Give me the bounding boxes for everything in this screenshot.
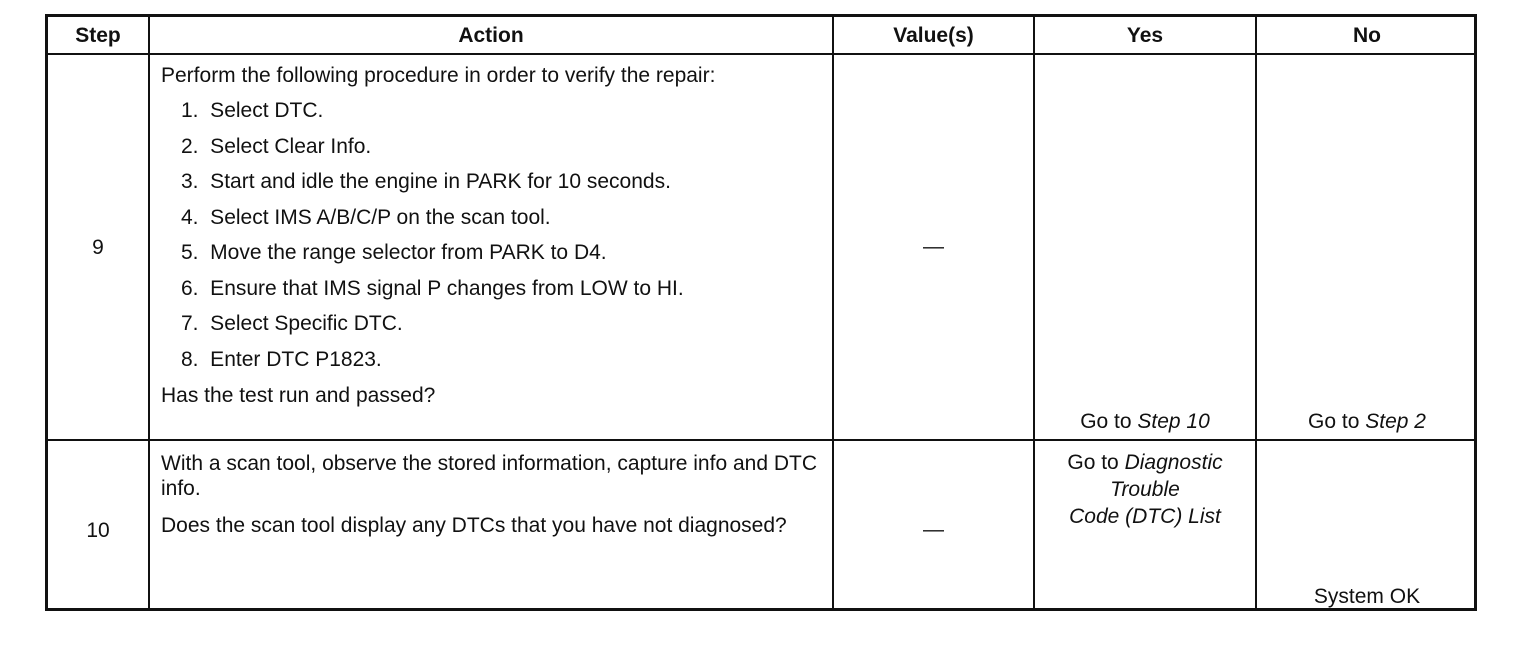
procedure-step: 6. Ensure that IMS signal P changes from LOW to HI. — [181, 276, 684, 300]
action-intro: With a scan tool, observe the stored information, capture info and DTC info. — [161, 452, 817, 500]
yes-step-link[interactable]: Step 10 — [1137, 410, 1210, 433]
procedure-step: 7. Select Specific DTC. — [181, 312, 403, 335]
header-values: Value(s) — [893, 24, 974, 47]
no-result — [1257, 409, 1477, 434]
row-step-number: 9 — [92, 236, 104, 259]
yes-prefix: Go to — [1067, 451, 1125, 474]
row-action — [161, 451, 821, 538]
row-divider — [48, 439, 1474, 441]
no-prefix: Go to — [1308, 410, 1366, 433]
column-divider — [148, 17, 150, 608]
no-result: System OK — [1313, 585, 1421, 608]
diagnostic-table — [45, 14, 1477, 611]
procedure-list — [161, 93, 821, 377]
column-divider — [1255, 17, 1257, 608]
procedure-step: 4. Select IMS A/B/C/P on the scan tool. — [181, 205, 551, 229]
row-value: — — [923, 235, 944, 258]
dtc-list-link[interactable]: Code (DTC) List — [1069, 505, 1221, 528]
dtc-list-link[interactable]: Trouble — [1110, 478, 1180, 501]
header-step: Step — [75, 24, 121, 47]
procedure-step: 1. Select DTC. — [181, 99, 324, 122]
procedure-step: 5. Move the range selector from PARK to D4. — [181, 241, 607, 264]
procedure-step: 3. Start and idle the engine in PARK for 10 seconds. — [181, 170, 671, 193]
action-intro: Perform the following procedure in order to verify the repair: — [161, 64, 716, 87]
row-value: — — [923, 518, 944, 541]
header-yes: Yes — [1126, 24, 1164, 47]
row-step-number: 10 — [86, 519, 110, 542]
header-no: No — [1353, 24, 1381, 47]
procedure-step: 8. Enter DTC P1823. — [181, 347, 382, 371]
procedure-step: 2. Select Clear Info. — [181, 134, 372, 158]
action-question: Does the scan tool display any DTCs that you have not diagnosed? — [161, 514, 787, 537]
no-step-link[interactable]: Step 2 — [1365, 410, 1426, 433]
yes-result — [1035, 409, 1255, 434]
action-question: Has the test run and passed? — [161, 384, 436, 407]
yes-prefix: Go to — [1080, 410, 1138, 433]
dtc-list-link[interactable]: Diagnostic — [1124, 451, 1223, 474]
row-action — [161, 63, 821, 408]
yes-result — [1035, 449, 1255, 530]
header-action: Action — [458, 24, 524, 47]
